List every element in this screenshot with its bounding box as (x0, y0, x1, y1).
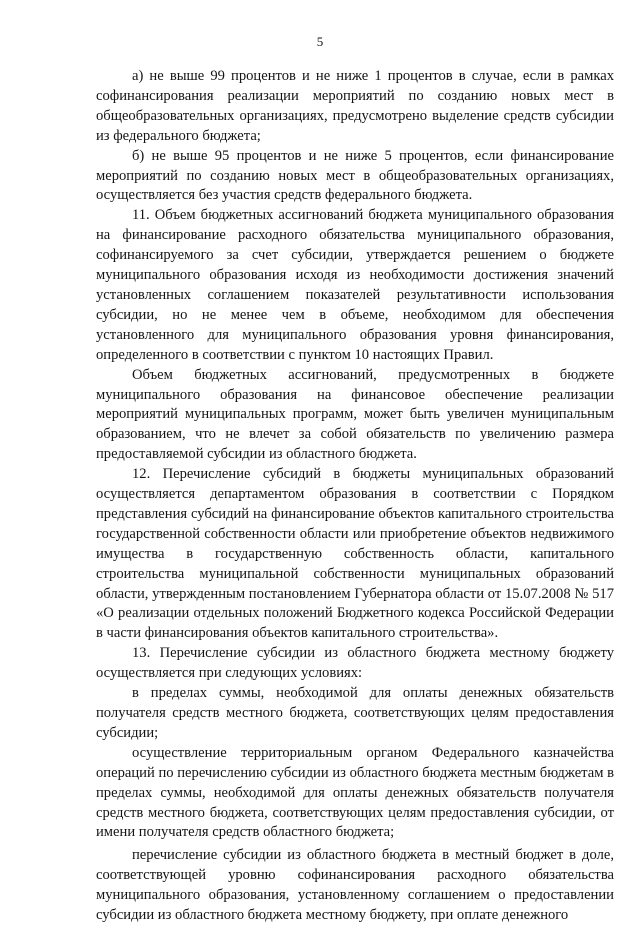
condition-item: в пределах суммы, необходимой для оплаты денежных обязательств получателя средств местного бюджета, соответствующих целям предоставления субсидии; (96, 685, 614, 741)
page-number: 5 (316, 34, 324, 49)
condition-item: осуществление территориальным органом Федерального казначейства операций по перечислению субсидии из областного бюджета местным бюджетам в пределах суммы, необходимой для оплаты денежных обязательств получателя средств местного бюджета, соответствующих целям предоставления субсидии, от имени получателя средств областного бюджета; (96, 744, 614, 841)
paragraph-subitem-a: а) не выше 99 процентов и не ниже 1 процентов в случае, если в рамках софинансирования реализации мероприятий по созданию новых мест в общеобразовательных организациях, предусмотрено выделение средств субсидии из федерального бюджета; (96, 68, 614, 144)
paragraph-12: 12. Перечисление субсидий в бюджеты муниципальных образований осуществляется департаментом образования в соответствии с Порядком представления субсидий на финансирование объектов капитального строительства государственной собственности области или приобретение объектов недвижимого имущества в государственную собственность области, капитального строительства муниципальной собственности муниципальных образований области, утвержденным постановлением Губернатора области от 15.07.2008 № 517 «О реализации отдельных положений Бюджетного кодекса Российской Федерации в части финансирования объектов капитального строительства». (96, 466, 614, 642)
document-body (96, 67, 614, 926)
paragraph-subitem-b: б) не выше 95 процентов и не ниже 5 процентов, если финансирование мероприятий по созданию новых мест в общеобразовательных организациях, осуществляется без участия средств федерального бюджета. (96, 147, 614, 204)
paragraph-13: 13. Перечисление субсидии из областного бюджета местному бюджету осуществляется при следующих условиях: (96, 645, 614, 682)
paragraph-11-continued: Объем бюджетных ассигнований, предусмотренных в бюджете муниципального образования на финансовое обеспечение реализации мероприятий муниципальных программ, может быть увеличен муниципальным образованием, что не влечет за собой обязательств по увеличению размера предоставляемой субсидии из областного бюджета. (96, 366, 614, 463)
condition-item: перечисление субсидии из областного бюджета в местный бюджет в доле, соответствующей уровню софинансирования расходного обязательства муниципального образования, установленному соглашением о предоставлении субсидии из областного бюджета местному бюджету, при оплате денежного (96, 847, 614, 924)
paragraph-11: 11. Объем бюджетных ассигнований бюджета муниципального образования на финансирование расходного обязательства муниципального образования, софинансируемого за счет субсидии, утверждается решением о бюджете муниципального образования исходя из необходимости достижения значений установленных соглашением показателей результативности использования субсидии, но не менее чем в объеме, необходимом для обеспечения установленного для муниципального образования уровня финансирования, определенного в соответствии с пунктом 10 настоящих Правил. (96, 207, 614, 363)
